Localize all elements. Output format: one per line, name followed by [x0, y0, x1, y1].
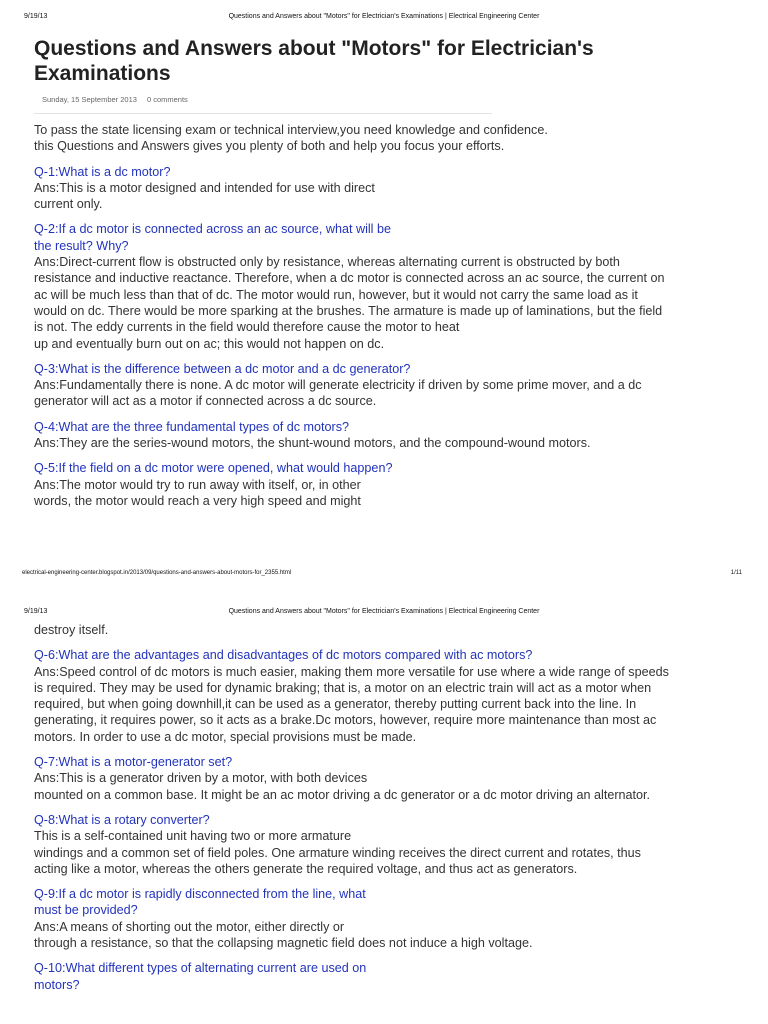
answer-line: generator will act as a motor if connected across a dc source. — [34, 394, 377, 409]
answer-line: through a resistance, so that the collapsing magnetic field does not induce a high voltage. — [34, 936, 533, 951]
answer-line: is not. The eddy currents in the field would therefore cause the motor to heat — [34, 320, 460, 335]
question-line: Q-1:What is a dc motor? — [34, 164, 171, 179]
question-line: Q-5:If the field on a dc motor were opened, what would happen? — [34, 461, 393, 476]
answer-line: resistance and inductive reactance. Therefore, when a dc motor is connected across an ac source, the current on — [34, 271, 665, 286]
print-url: electrical-engineering-center.blogspot.in/2013/09/questions-and-answers-about-motors-for_2355.html — [22, 570, 292, 576]
print-date: 9/19/13 — [24, 13, 48, 20]
answer-line: Ans:This is a generator driven by a motor, with both devices — [34, 771, 368, 786]
answer-line: mounted on a common base. It might be an ac motor driving a dc generator or a dc motor driving an alternator. — [34, 787, 651, 802]
answer-line: words, the motor would reach a very high speed and might — [34, 493, 361, 508]
question-line: Q-8:What is a rotary converter? — [34, 812, 210, 827]
qa-item — [34, 754, 746, 803]
question-line: Q-9:If a dc motor is rapidly disconnected from the line, what — [34, 887, 366, 902]
body-line: To pass the state licensing exam or technical interview,you need knowledge and confidence. — [34, 123, 548, 137]
question-line: Q-10:What different types of alternating current are used on — [34, 961, 367, 976]
paragraph-gap — [34, 745, 746, 754]
body-line: destroy itself. — [34, 623, 109, 637]
paragraph — [34, 622, 746, 638]
question-line: the result? Why? — [34, 238, 129, 253]
question-line: Q-6:What are the advantages and disadvantages of dc motors compared with ac motors? — [34, 648, 533, 663]
answer-line: up and eventually burn out on ac; this would not happen on dc. — [34, 336, 385, 351]
comments-link[interactable]: 0 comments — [146, 95, 188, 104]
answer-line: Ans:A means of shorting out the motor, either directly or — [34, 919, 345, 934]
print-page-title: Questions and Answers about "Motors" for Electrician's Examinations | Electrical Engineering Center — [228, 13, 540, 20]
paragraph-gap — [34, 451, 746, 460]
answer-line: motors. In order to use a dc motor, special provisions must be made. — [34, 729, 417, 744]
paragraph-gap — [34, 410, 746, 419]
post-date: Sunday, 15 September 2013 — [42, 95, 137, 104]
paragraph-gap — [34, 212, 746, 221]
qa-item — [34, 419, 746, 452]
qa-item — [34, 361, 746, 410]
answer-line: Ans:This is a motor designed and intended for use with direct — [34, 180, 375, 195]
qa-item — [34, 812, 746, 877]
answer-line: is required. They may be used for dynamic braking; that is, a motor on an electric train will act as a motor when — [34, 680, 652, 695]
answer-line: generating, it requires power, so it acts as a brake.Dc motors, however, require more maintenance than most ac — [34, 713, 657, 728]
question-line: motors? — [34, 977, 80, 992]
print-date: 9/19/13 — [24, 608, 48, 615]
paragraph-gap — [34, 638, 746, 647]
print-header — [0, 608, 768, 622]
answer-line: windings and a common set of field poles. One armature winding receives the direct current and rotates, thus — [34, 845, 641, 860]
paragraph-gap — [34, 877, 746, 886]
answer-line: current only. — [34, 197, 103, 212]
answer-line: Ans:Speed control of dc motors is much easier, making them more versatile for use where a wide range of speeds — [34, 664, 669, 679]
post-body-page-1 — [34, 122, 746, 509]
question-line: Q-3:What is the difference between a dc motor and a dc generator? — [34, 361, 411, 376]
question-line: Q-7:What is a motor-generator set? — [34, 755, 233, 770]
qa-item — [34, 460, 746, 509]
paragraph-gap — [34, 155, 746, 164]
qa-item — [34, 960, 746, 993]
paragraph-gap — [34, 352, 746, 361]
print-page-number: 1/11 — [730, 570, 742, 576]
question-line: Q-4:What are the three fundamental types of dc motors? — [34, 419, 350, 434]
answer-line: Ans:Direct-current flow is obstructed only by resistance, whereas alternating current is obstructed by both — [34, 255, 620, 270]
answer-line: would on dc. There would be more sparking at the brushes. The armature is made up of laminations, but the field — [34, 303, 663, 318]
answer-line: acting like a motor, whereas the others generate the required voltage, and thus act as generators. — [34, 861, 578, 876]
print-footer — [0, 570, 768, 584]
paragraph-gap — [34, 951, 746, 960]
print-header — [0, 13, 768, 27]
qa-item — [34, 886, 746, 951]
answer-line: ac will be much less than that of dc. The motor would run, however, but it would not carry the same load as it — [34, 287, 638, 302]
qa-item — [34, 221, 746, 351]
answer-line: Ans:Fundamentally there is none. A dc motor will generate electricity if driven by some prime mover, and a dc — [34, 378, 642, 393]
print-page-title: Questions and Answers about "Motors" for Electrician's Examinations | Electrical Engineering Center — [228, 608, 540, 615]
qa-item — [34, 647, 746, 745]
question-line: must be provided? — [34, 903, 138, 918]
answer-line: Ans:They are the series-wound motors, the shunt-wound motors, and the compound-wound motors. — [34, 436, 591, 451]
question-line: Q-2:If a dc motor is connected across an ac source, what will be — [34, 222, 391, 237]
answer-line: required, but when going downhill,it can be used as a generator, thereby putting current back into the line. In — [34, 697, 637, 712]
qa-item — [34, 164, 746, 213]
post-meta — [42, 95, 188, 104]
post-body-page-2 — [34, 622, 746, 993]
answer-line: This is a self-contained unit having two or more armature — [34, 829, 352, 844]
post-title: Questions and Answers about "Motors" for Electrician's Examinations — [34, 37, 594, 85]
paragraph-gap — [34, 803, 746, 812]
paragraph — [34, 122, 746, 155]
divider — [34, 113, 492, 114]
answer-line: Ans:The motor would try to run away with itself, or, in other — [34, 477, 361, 492]
body-line: this Questions and Answers gives you plenty of both and help you focus your efforts. — [34, 139, 505, 154]
